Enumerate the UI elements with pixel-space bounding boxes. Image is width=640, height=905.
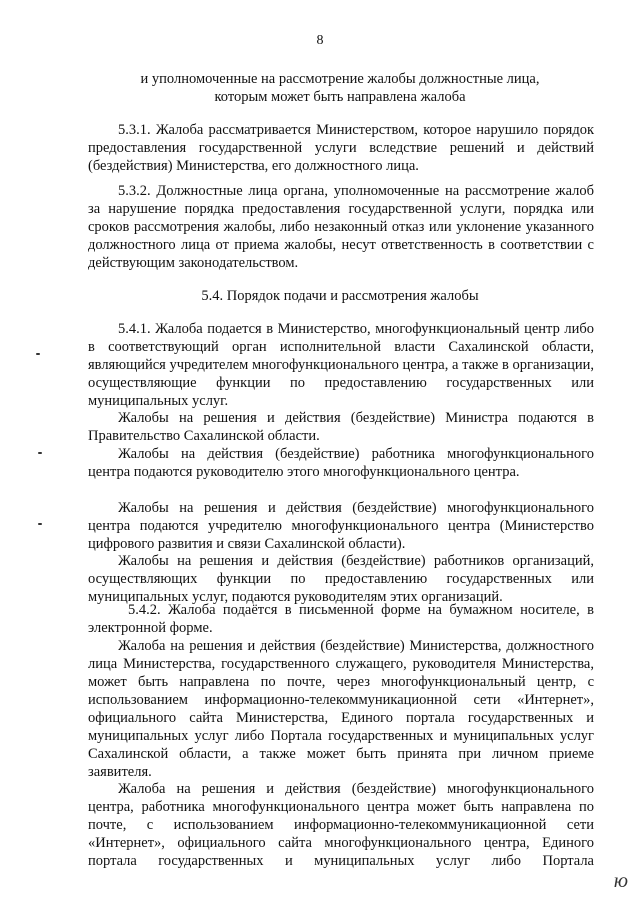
- section-heading-line1: и уполномоченные на рассмотрение жалобы должностные лица,: [140, 71, 540, 87]
- paragraph-minister-complaints: Жалобы на решения и действия (бездействие) Министра подаются в Правительство Сахалинской области.: [88, 410, 594, 444]
- paragraph-ministry-complaint-channels: Жалоба на решения и действия (бездействие) Министерства, должностного лица Министерства, государственного служащего, руководителя Министерства, может быть направлена по почте, через многофункциональный центр, с использованием информационно-телекоммуникационной сети «Интернет», официального сайта Министерства, Единого портала государственных и муниципальных услуг либо Портала государственных и муниципальных услуг Сахалинской области, а также может быть принята при личном приеме заявителя.: [88, 638, 594, 780]
- paragraph-5-3-1: 5.3.1. Жалоба рассматривается Министерством, которое нарушило порядок предоставления государственной услуги вследствие решений и действий (бездействия) Министерства, его должностного лица.: [88, 122, 594, 174]
- handwritten-page-annotation: ю: [613, 870, 628, 892]
- margin-mark: [38, 452, 42, 454]
- section-5-4-heading: 5.4. Порядок подачи и рассмотрения жалобы: [201, 288, 479, 304]
- section-heading-line2: которым может быть направлена жалоба: [214, 89, 466, 105]
- paragraph-5-4-2: 5.4.2. Жалоба подаётся в письменной форме на бумажном носителе, в электронной форме.: [88, 602, 594, 636]
- margin-mark: [38, 523, 42, 525]
- paragraph-5-3-2: 5.3.2. Должностные лица органа, уполномоченные на рассмотрение жалоб за нарушение порядка предоставления государственной услуги, порядка или сроков рассмотрения жалобы, либо незаконный отказ или уклонение указанного должностного лица от приема жалобы, несут ответственность в соответствии с действующим законодательством.: [88, 183, 594, 271]
- paragraph-5-4-1: 5.4.1. Жалоба подается в Министерство, многофункциональный центр либо в соответствующий орган исполнительной власти Сахалинской области, являющийся учредителем многофункционального центра, а также в организации, осуществляющие функции по предоставлению государственных или муниципальных услуг.: [88, 321, 594, 409]
- paragraph-mfc-complaint-channels: Жалоба на решения и действия (бездействие) многофункционального центра, работника многофункционального центра может быть направлена по почте, с использованием информационно-телекоммуникационной сети «Интернет», официального сайта многофункционального центра, Единого портала государственных и муниципальных услуг либо Портала: [88, 781, 594, 869]
- paragraph-organization-complaints: Жалобы на решения и действия (бездействие) работников организаций, осуществляющих функции по предоставлению государственных или муниципальных услуг, подаются руководителям этих организаций.: [88, 553, 594, 605]
- page-number: 8: [316, 33, 324, 48]
- paragraph-mfc-complaints: Жалобы на решения и действия (бездействие) многофункционального центра подаются учредителю многофункционального центра (Министерство цифрового развития и связи Сахалинской области).: [88, 500, 594, 552]
- margin-mark: [36, 353, 40, 355]
- paragraph-worker-complaints: Жалобы на действия (бездействие) работника многофункционального центра подаются руководителю этого многофункционального центра.: [88, 446, 594, 480]
